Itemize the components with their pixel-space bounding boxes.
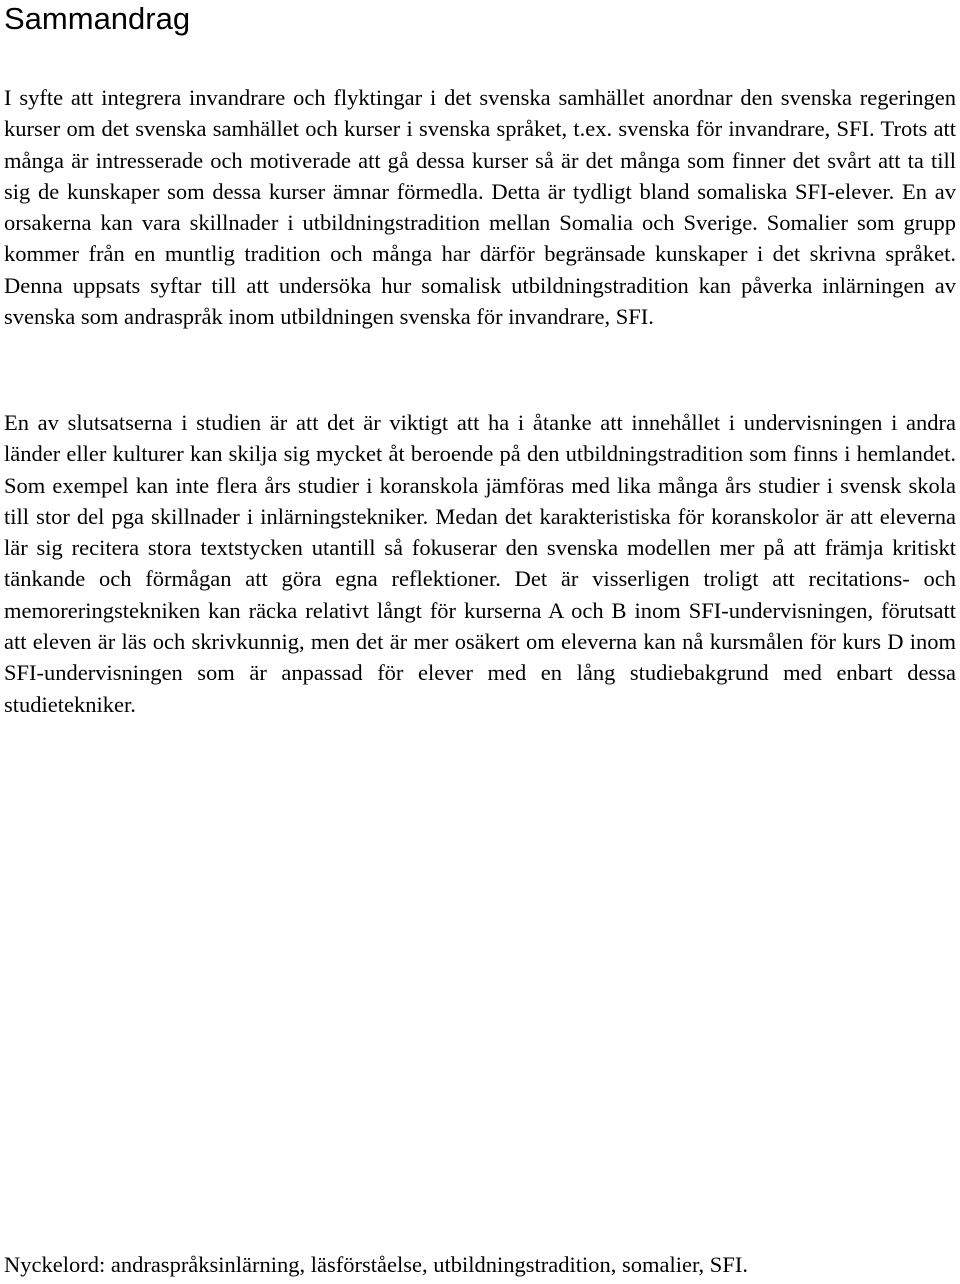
keywords-line: Nyckelord: andraspråksinlärning, läsförståelse, utbildningstradition, somalier, SFI. (4, 1252, 748, 1277)
summary-paragraph-2: En av slutsatserna i studien är att det är viktigt att ha i åtanke att innehållet i undervisningen i andra länder eller kulturer kan skilja sig mycket åt beroende på den utbildningstradition som finns i hemlandet. Som exempel kan inte flera års studier i koranskola jämföras med lika många års studier i svensk skola till stor del pga skillnader i inlärningstekniker. Medan det karakteristiska för koranskolor är att eleverna lär sig recitera stora textstycken utantill så fokuserar den svenska modellen mer på att främja kritiskt tänkande och förmågan att göra egna reflektioner. Det är visserligen troligt att recitations- och memoreringstekniken kan räcka relativt långt för kurserna A och B inom SFI-undervisningen, förutsatt att eleven är läs och skrivkunnig, men det är mer osäkert om eleverna kan nå kursmålen för kurs D inom SFI-undervisningen som är anpassad för elever med en lång studiebakgrund med enbart dessa studietekniker. (4, 410, 956, 717)
section-heading: Sammandrag (4, 1, 191, 36)
summary-paragraph-1: I syfte att integrera invandrare och flyktingar i det svenska samhället anordnar den svenska regeringen kurser om det svenska samhället och kurser i svenska språket, t.ex. svenska för invandrare, SFI. Trots att många är intresserade och motiverade att gå dessa kurser så är det många som finner det svårt att ta till sig de kunskaper som dessa kurser ämnar förmedla. Detta är tydligt bland somaliska SFI-elever. En av orsakerna kan vara skillnader i utbildningstradition mellan Somalia och Sverige. Somalier som grupp kommer från en muntlig tradition och många har därför begränsade kunskaper i det skrivna språket. Denna uppsats syftar till att undersöka hur somalisk utbildningstradition kan påverka inlärningen av svenska som andraspråk inom utbildningen svenska för invandrare, SFI. (4, 85, 956, 330)
